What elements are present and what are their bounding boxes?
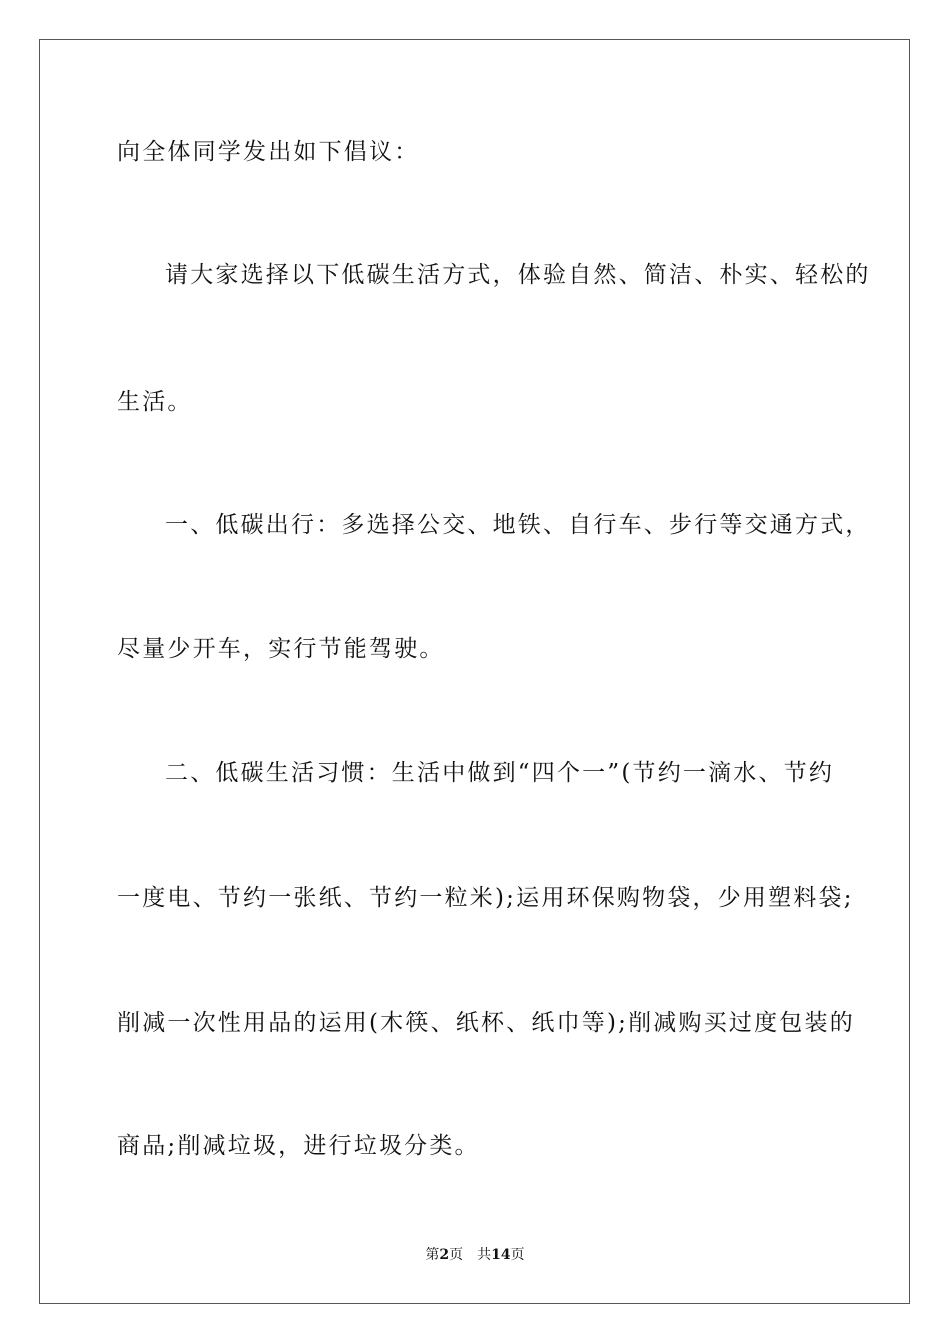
page-prefix: 第: [425, 1247, 440, 1263]
paragraph-line: 二、低碳生活习惯：生活中做到“四个一”(节约一滴水、节约: [165, 760, 835, 786]
total-suffix: 页: [510, 1247, 525, 1263]
paragraph-line: 向全体同学发出如下倡议：: [117, 139, 420, 165]
page-frame: [39, 39, 910, 1304]
page-suffix: 页: [449, 1247, 464, 1263]
page-footer: [0, 1246, 950, 1264]
paragraph-line: 一、低碳出行：多选择公交、地铁、自行车、步行等交通方式，: [165, 512, 871, 538]
paragraph-line: 请大家选择以下低碳生活方式，体验自然、简洁、朴实、轻松的: [165, 262, 871, 288]
paragraph-line: 尽量少开车，实行节能驾驶。: [117, 636, 445, 662]
paragraph-line: 削减一次性用品的运用(木筷、纸杯、纸巾等);削减购买过度包装的: [117, 1010, 855, 1036]
current-page-number: 2: [439, 1247, 450, 1263]
paragraph-line: 一度电、节约一张纸、节约一粒米);运用环保购物袋，少用塑料袋;: [117, 885, 854, 911]
paragraph-line: 商品;削减垃圾，进行垃圾分类。: [117, 1133, 480, 1159]
paragraph-line: 生活。: [117, 389, 193, 415]
total-prefix: 共: [477, 1247, 492, 1263]
total-page-number: 14: [491, 1247, 511, 1263]
